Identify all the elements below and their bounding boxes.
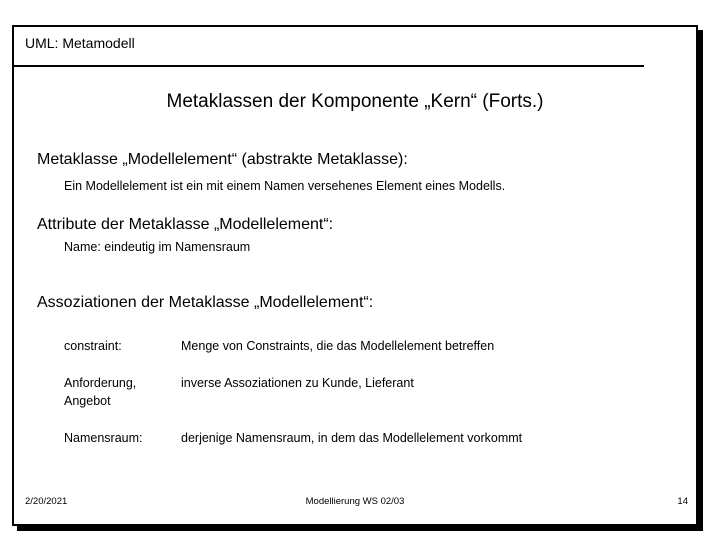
slide [12, 25, 698, 526]
assoc-desc-anforderung: inverse Assoziationen zu Kunde, Lieferant [181, 376, 414, 390]
section-heading-attribute: Attribute der Metaklasse „Modellelement“: [37, 216, 334, 233]
assoc-desc-constraint: Menge von Constraints, die das Modellelement betreffen [181, 339, 495, 353]
slide-title: Metaklassen der Komponente „Kern“ (Forts.) [166, 91, 544, 112]
assoc-term-constraint: constraint: [64, 339, 122, 353]
assoc-desc-namensraum: derjenige Namensraum, in dem das Modellelement vorkommt [181, 431, 523, 445]
section-text-metaklasse: Ein Modellelement ist ein mit einem Namen versehenes Element eines Modells. [64, 179, 506, 193]
footer-date: 2/20/2021 [25, 496, 68, 507]
assoc-term-angebot: Angebot [64, 394, 111, 408]
footer-course: Modellierung WS 02/03 [305, 496, 405, 507]
assoc-term-anforderung: Anforderung, [64, 376, 137, 390]
slide-header: UML: Metamodell [25, 35, 135, 51]
assoc-term-namensraum: Namensraum: [64, 431, 143, 445]
section-heading-assoziationen: Assoziationen der Metaklasse „Modellelement“: [37, 294, 374, 311]
section-heading-metaklasse: Metaklasse „Modellelement“ (abstrakte Metaklasse): [37, 151, 408, 168]
footer-page-number: 14 [677, 496, 688, 507]
section-text-attribute: Name: eindeutig im Namensraum [64, 240, 251, 254]
header-divider [14, 65, 644, 67]
